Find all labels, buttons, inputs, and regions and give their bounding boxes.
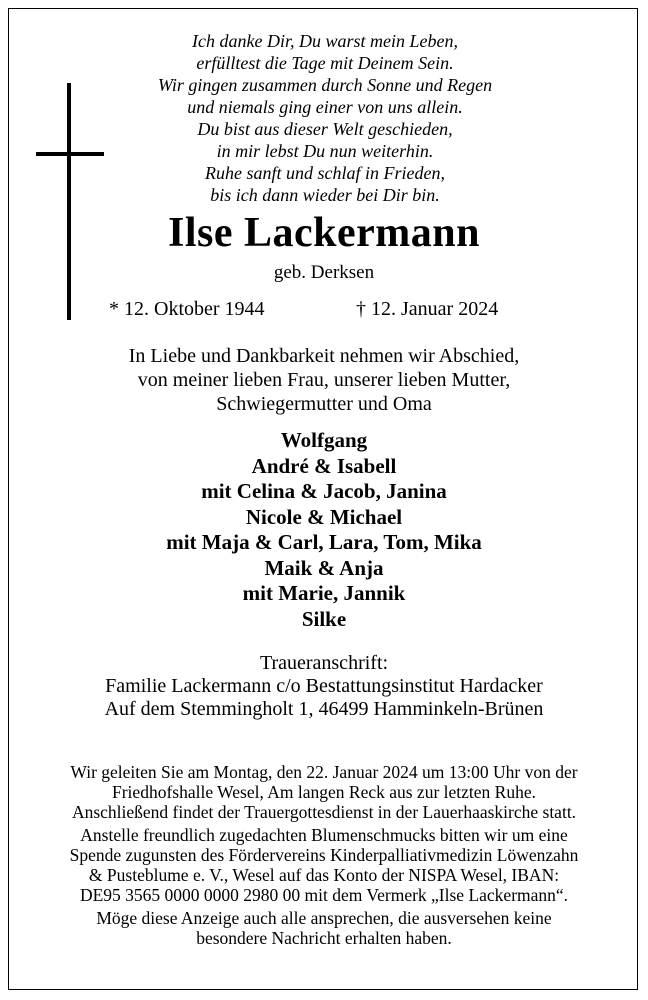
funeral-service-paragraph — [14, 762, 634, 822]
poem-line: Wir gingen zusammen durch Sonne und Regen — [157, 75, 493, 95]
birth-name: geb. Derksen — [273, 262, 375, 283]
address-heading: Traueranschrift: — [259, 652, 389, 674]
text-line: besondere Nachricht erhalten haben. — [196, 928, 452, 948]
text-line: Anschließend findet der Trauergottesdienst in der Lauerhaaskirche statt. — [71, 802, 577, 822]
funeral-information — [14, 762, 634, 951]
deceased-name: Ilse Lackermann — [168, 210, 480, 256]
poem-line: und niemals ging einer von uns allein. — [187, 97, 463, 117]
mourner-line: mit Maja & Carl, Lara, Tom, Mika — [166, 530, 482, 554]
text-line: DE95 3565 0000 0000 2980 00 mit dem Vermerk „Ilse Lackermann“. — [79, 885, 569, 905]
text-line: Spende zugunsten des Fördervereins Kinderpalliativmedizin Löwenzahn — [69, 845, 579, 865]
mourner-line: Wolfgang — [280, 428, 368, 452]
mourners-list — [0, 428, 648, 632]
mourner-line: André & Isabell — [251, 453, 397, 478]
poem-line: Ich danke Dir, Du warst mein Leben, — [192, 31, 458, 51]
donation-paragraph — [14, 825, 634, 905]
life-dates — [0, 296, 648, 324]
text-line: Friedhofshalle Wesel, Am langen Reck aus zur letzten Ruhe. — [112, 782, 536, 802]
poem-line: in mir lebst Du nun weiterhin. — [216, 141, 434, 161]
closing-paragraph — [14, 908, 634, 948]
intro-line: Schwiegermutter und Oma — [216, 393, 432, 415]
text-line: Möge diese Anzeige auch alle ansprechen, die ausversehen keine — [96, 908, 552, 928]
birth-date: * 12. Oktober 1944 — [109, 298, 265, 320]
memorial-poem — [110, 30, 540, 206]
poem-line: Ruhe sanft und schlaf in Frieden, — [205, 163, 445, 183]
text-line: Anstelle freundlich zugedachten Blumenschmucks bitten wir um eine — [80, 825, 568, 845]
text-line: Wir geleiten Sie am Montag, den 22. Januar 2024 um 13:00 Uhr von der — [70, 762, 578, 782]
text-line: & Pusteblume e. V., Wesel auf das Konto der NISPA Wesel, IBAN: — [88, 865, 560, 885]
poem-line: erfülltest die Tage mit Deinem Sein. — [196, 53, 454, 73]
intro-line: von meiner lieben Frau, unserer lieben Mutter, — [137, 369, 511, 391]
mourner-line: Nicole & Michael — [245, 504, 403, 529]
farewell-intro — [0, 344, 648, 416]
condolence-address — [0, 652, 648, 721]
mourner-line: Silke — [301, 606, 347, 631]
address-line: Auf dem Stemmingholt 1, 46499 Hamminkeln-Brünen — [104, 698, 544, 720]
poem-line: bis ich dann wieder bei Dir bin. — [210, 185, 440, 205]
mourner-line: mit Celina & Jacob, Janina — [201, 479, 447, 503]
intro-line: In Liebe und Dankbarkeit nehmen wir Abschied, — [128, 345, 520, 367]
mourner-line: Maik & Anja — [264, 555, 384, 580]
death-date: † 12. Januar 2024 — [356, 298, 499, 320]
poem-line: Du bist aus dieser Welt geschieden, — [197, 119, 453, 139]
cross-icon-horizontal-bar — [36, 152, 104, 156]
mourner-line: mit Marie, Jannik — [242, 581, 406, 605]
address-line: Familie Lackermann c/o Bestattungsinstitut Hardacker — [105, 675, 543, 697]
